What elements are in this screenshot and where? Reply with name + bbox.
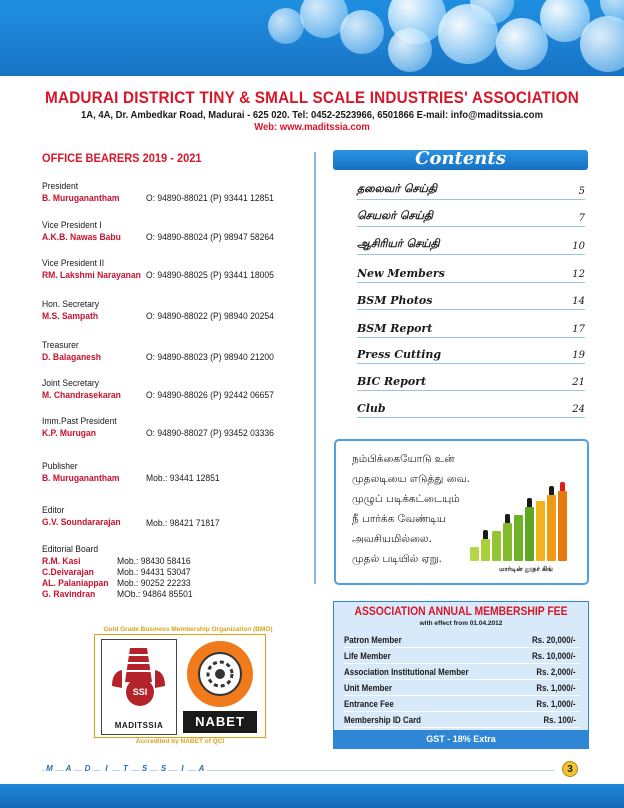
fee-amount: Rs. 100/- (543, 715, 576, 725)
gst-note: GST - 18% Extra (334, 730, 588, 748)
bearer-phone: O: 94890-88023 (P) 98940 21200 (146, 352, 274, 363)
quote-line: முதல் படியில் ஏறு. (352, 553, 442, 565)
quote-text (352, 449, 470, 569)
toc-page: 21 (572, 377, 585, 388)
fee-row (344, 633, 580, 648)
toc-label: ஆசிரியர் செய்தி (357, 237, 440, 250)
toc-page: 17 (572, 324, 585, 335)
bearer-name: B. Muruganantham (42, 473, 120, 484)
bearer-phone: O: 94890-88022 (P) 98940 20254 (146, 311, 274, 322)
toc-label: Club (357, 402, 386, 415)
toc-item[interactable] (357, 263, 585, 283)
quote-line: நீ பார்க்க வேண்டிய (352, 513, 446, 525)
board-member-name: G. Ravindran (42, 589, 96, 600)
fee-label: Life Member (344, 651, 391, 661)
bearer-name: M.S. Sampath (42, 311, 99, 322)
org-website: Web: www.maditssia.com (254, 121, 370, 133)
gold-grade-caption: Gold Grade Business Membership Organization (BMO) (103, 626, 273, 633)
fee-label: Membership ID Card (344, 715, 422, 725)
board-member-phone: MOb.: 94864 85501 (117, 589, 193, 600)
fee-label: Patron Member (344, 635, 402, 645)
toc-label: BSM Photos (357, 294, 433, 307)
growth-steps-illustration (470, 483, 582, 561)
page-number: 3 (562, 761, 578, 777)
toc-page: 14 (572, 296, 585, 307)
footer-band (0, 784, 624, 808)
bearer-name: B. Muruganantham (42, 193, 120, 204)
quote-line: முதலடியை எடுத்து வை. (352, 473, 471, 485)
toc-page: 24 (572, 404, 585, 415)
quote-box (334, 439, 589, 585)
toc-page: 10 (572, 241, 585, 252)
toc-page: 7 (578, 213, 585, 224)
fee-amount: Rs. 20,000/- (532, 635, 576, 645)
toc-item[interactable] (357, 344, 585, 364)
bearer-name: G.V. Soundararajan (42, 517, 121, 528)
fee-amount: Rs. 2,000/- (536, 667, 576, 677)
fee-label: Entrance Fee (344, 699, 394, 709)
toc-label: செயலர் செய்தி (357, 209, 433, 222)
toc-page: 5 (578, 186, 585, 197)
nabet-logo (181, 639, 259, 735)
footer-brand-letter: A (196, 763, 207, 774)
toc-label: தலைவர் செய்தி (357, 182, 437, 195)
membership-fee-table (333, 601, 589, 749)
toc-label: BIC Report (357, 375, 427, 388)
footer-brand-letter: S (158, 763, 169, 774)
bearer-name: M. Chandrasekaran (42, 390, 121, 401)
header-band (0, 0, 624, 76)
toc-item[interactable] (357, 235, 585, 255)
bearer-treasurer (42, 340, 312, 363)
bearer-role: Joint Secretary (42, 378, 100, 389)
board-member-phone: Mob.: 94431 53047 (117, 567, 191, 578)
bearer-imm-past-president (42, 416, 312, 439)
toc-label: BSM Report (357, 322, 433, 335)
board-member-name: AL. Palaniappan (42, 578, 109, 589)
fee-amount: Rs. 1,000/- (536, 699, 576, 709)
toc-page: 12 (572, 269, 585, 280)
bearer-phone: O: 94890-88026 (P) 92442 06657 (146, 390, 274, 401)
bearer-vice-president-1 (42, 220, 312, 243)
fee-row (344, 665, 580, 680)
bearer-role: Vice President I (42, 220, 102, 231)
office-bearers-title: OFFICE BEARERS 2019 - 2021 (42, 151, 202, 165)
bearer-role: Editor (42, 505, 65, 516)
fee-label: Association Institutional Member (344, 667, 469, 677)
toc-label: New Members (357, 267, 445, 280)
bearer-phone: O: 94890-88027 (P) 93452 03336 (146, 428, 274, 439)
board-member-name: C.Deivarajan (42, 567, 94, 578)
accredited-caption: Accredited by NABET of QCI (135, 738, 225, 745)
bearer-role: Vice President II (42, 258, 105, 269)
org-header (0, 88, 624, 133)
board-member (42, 589, 312, 600)
gear-icon (181, 639, 259, 709)
bearer-role: Treasurer (42, 340, 79, 351)
footer-brand-letter: I (101, 763, 112, 774)
bearer-president (42, 181, 312, 204)
quote-line: நம்பிக்கையோடு உன் (352, 453, 455, 465)
bearer-phone: Mob.: 98421 71817 (146, 518, 220, 529)
quote-line: முழுப் படிக்கட்டையும் (352, 493, 460, 505)
fee-amount: Rs. 1,000/- (536, 683, 576, 693)
bearer-role: President (42, 181, 79, 192)
bearer-name: RM. Lakshmi Narayanan (42, 270, 141, 281)
column-divider (314, 152, 316, 584)
toc-item[interactable] (357, 207, 585, 227)
quote-attribution: மார்டின் லூதர் கிங் (499, 566, 553, 573)
bearer-publisher (42, 461, 312, 484)
bearer-joint-secretary (42, 378, 312, 401)
bearer-name: A.K.B. Nawas Babu (42, 232, 121, 243)
footer-brand-letter: S (139, 763, 150, 774)
org-name: MADURAI DISTRICT TINY & SMALL SCALE INDUSTRIES' ASSOCIATION (45, 88, 579, 107)
fee-row (344, 713, 580, 728)
quote-line: அவசியமில்லை. (352, 533, 432, 545)
board-member (42, 578, 312, 589)
editorial-board (42, 544, 312, 600)
ssi-badge: SSI (126, 678, 154, 706)
maditssia-logo (101, 639, 177, 735)
bearer-role: Publisher (42, 461, 78, 472)
bearer-phone: O: 94890-88021 (P) 93441 12851 (146, 193, 274, 204)
bearer-phone: O: 94890-88025 (P) 93441 18005 (146, 270, 274, 281)
toc-item[interactable] (357, 371, 585, 391)
board-member-phone: Mob.: 90252 22233 (117, 578, 191, 589)
footer-brand-letter: D (82, 763, 93, 774)
fee-amount: Rs. 10,000/- (532, 651, 576, 661)
footer-brand-letter: I (177, 763, 188, 774)
toc-item[interactable] (357, 398, 585, 418)
bearer-editor (42, 505, 312, 528)
toc-label: Press Cutting (357, 348, 442, 361)
accreditation-logos (94, 634, 266, 738)
toc-item[interactable] (357, 318, 585, 338)
maditssia-name: MADITSSIA (114, 721, 164, 730)
board-role: Editorial Board (42, 544, 99, 555)
bearer-role: Hon. Secretary (42, 299, 100, 310)
fee-title: ASSOCIATION ANNUAL MEMBERSHIP FEE (354, 606, 568, 618)
board-member (42, 556, 312, 567)
org-address: 1A, 4A, Dr. Ambedkar Road, Madurai - 625 020. Tel: 0452-2523966, 6501866 E-mail: info@maditssia.com (81, 109, 543, 121)
toc-item[interactable] (357, 290, 585, 310)
bearer-hon-secretary (42, 299, 312, 322)
footer-brand-letter: A (63, 763, 74, 774)
bearer-vice-president-2 (42, 258, 312, 281)
fee-row (344, 697, 580, 712)
fee-row (344, 681, 580, 696)
toc-page: 19 (572, 350, 585, 361)
bearer-phone: Mob.: 93441 12851 (146, 473, 220, 484)
toc-item[interactable] (357, 180, 585, 200)
nabet-wordmark: NABET (183, 711, 257, 733)
board-member (42, 567, 312, 578)
board-member-name: R.M. Kasi (42, 556, 81, 567)
footer-brand-letter: M (44, 763, 55, 774)
fee-label: Unit Member (344, 683, 392, 693)
bearer-name: K.P. Murugan (42, 428, 96, 439)
bearer-phone: O: 94890-88024 (P) 98947 58264 (146, 232, 274, 243)
bearer-name: D. Balaganesh (42, 352, 101, 363)
footer-brand (44, 763, 207, 774)
footer-brand-letter: T (120, 763, 131, 774)
fee-row (344, 649, 580, 664)
board-member-phone: Mob.: 98430 58416 (117, 556, 191, 567)
contents-title: Contents (415, 148, 506, 169)
bearer-role: Imm.Past President (42, 416, 117, 427)
fee-subtitle: with effect from 01.04.2012 (419, 620, 503, 627)
